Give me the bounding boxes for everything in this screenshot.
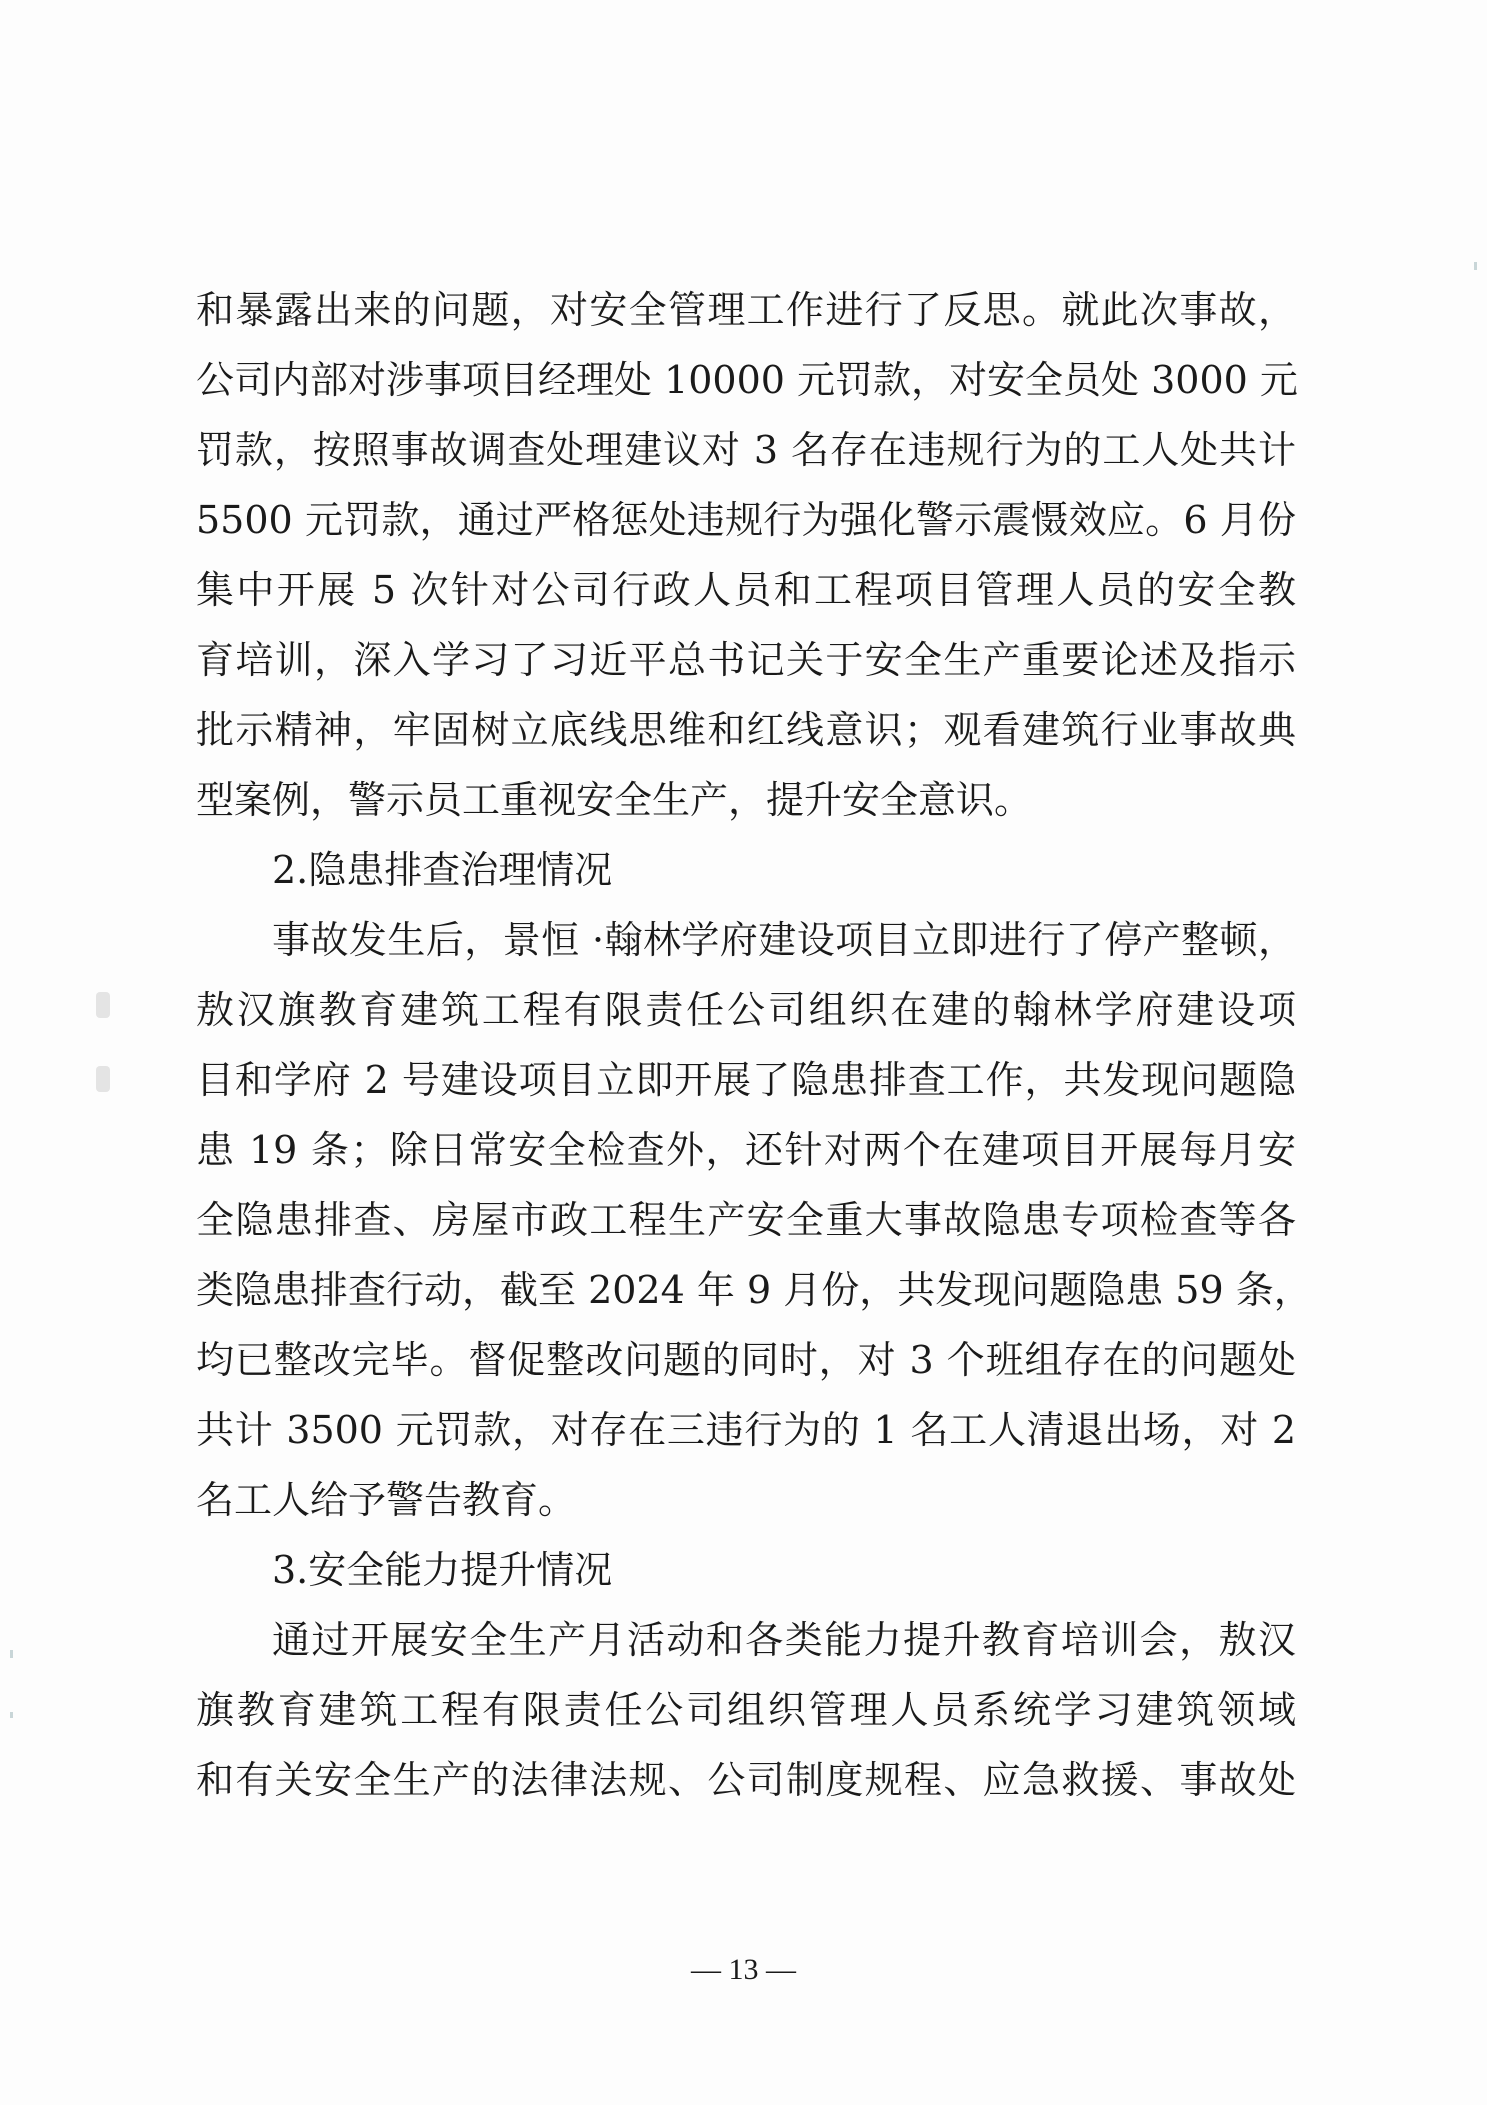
paragraph1-line: 型案例，警示员工重视安全生产，提升安全意识。 — [196, 778, 1033, 822]
paragraph1-line: 批示精神，牢固树立底线思维和红线意识；观看建筑行业事故典 — [196, 708, 1296, 752]
paragraph2-line: 患 19 条；除日常安全检查外，还针对两个在建项目开展每月安 — [196, 1128, 1296, 1172]
paragraph1-line: 和暴露出来的问题，对安全管理工作进行了反思。就此次事故， — [196, 288, 1296, 332]
paragraph2-first-line: 事故发生后，景恒 ·翰林学府建设项目立即进行了停产整顿， — [272, 918, 1296, 962]
section-heading-3: 3.安全能力提升情况 — [272, 1548, 613, 1592]
paragraph1-line: 集中开展 5 次针对公司行政人员和工程项目管理人员的安全教 — [196, 568, 1296, 612]
paragraph3-first-line: 通过开展安全生产月活动和各类能力提升教育培训会，敖汉 — [272, 1618, 1296, 1662]
paragraph1-line: 罚款，按照事故调查处理建议对 3 名存在违规行为的工人处共计 — [196, 428, 1296, 472]
paragraph2-line: 均已整改完毕。督促整改问题的同时，对 3 个班组存在的问题处 — [196, 1338, 1296, 1382]
scan-speck-1 — [96, 992, 110, 1018]
paragraph2-line: 名工人给予警告教育。 — [196, 1478, 577, 1522]
scan-mark-left — [10, 1650, 13, 1658]
scan-speck-2 — [96, 1066, 110, 1092]
paragraph1-line: 公司内部对涉事项目经理处 10000 元罚款，对安全员处 3000 元 — [196, 358, 1298, 402]
page-number: — 13 — — [691, 1953, 796, 1986]
scan-mark-left-2 — [10, 1712, 13, 1718]
paragraph2-line: 目和学府 2 号建设项目立即开展了隐患排查工作，共发现问题隐 — [196, 1058, 1296, 1102]
scan-mark-right — [1474, 262, 1477, 270]
paragraph1-line: 育培训，深入学习了习近平总书记关于安全生产重要论述及指示 — [196, 638, 1296, 682]
paragraph2-line: 全隐患排查、房屋市政工程生产安全重大事故隐患专项检查等各 — [196, 1198, 1296, 1242]
section-heading-2: 2.隐患排查治理情况 — [272, 848, 613, 892]
paragraph2-line: 敖汉旗教育建筑工程有限责任公司组织在建的翰林学府建设项 — [196, 988, 1296, 1032]
paragraph2-line: 类隐患排查行动，截至 2024 年 9 月份，共发现问题隐患 59 条， — [196, 1268, 1312, 1312]
paragraph3-line: 和有关安全生产的法律法规、公司制度规程、应急救援、事故处 — [196, 1758, 1296, 1802]
paragraph3-line: 旗教育建筑工程有限责任公司组织管理人员系统学习建筑领域 — [196, 1688, 1296, 1732]
paragraph1-line: 5500 元罚款，通过严格惩处违规行为强化警示震慑效应。6 月份 — [196, 498, 1296, 542]
paragraph2-line: 共计 3500 元罚款，对存在三违行为的 1 名工人清退出场，对 2 — [196, 1408, 1296, 1452]
